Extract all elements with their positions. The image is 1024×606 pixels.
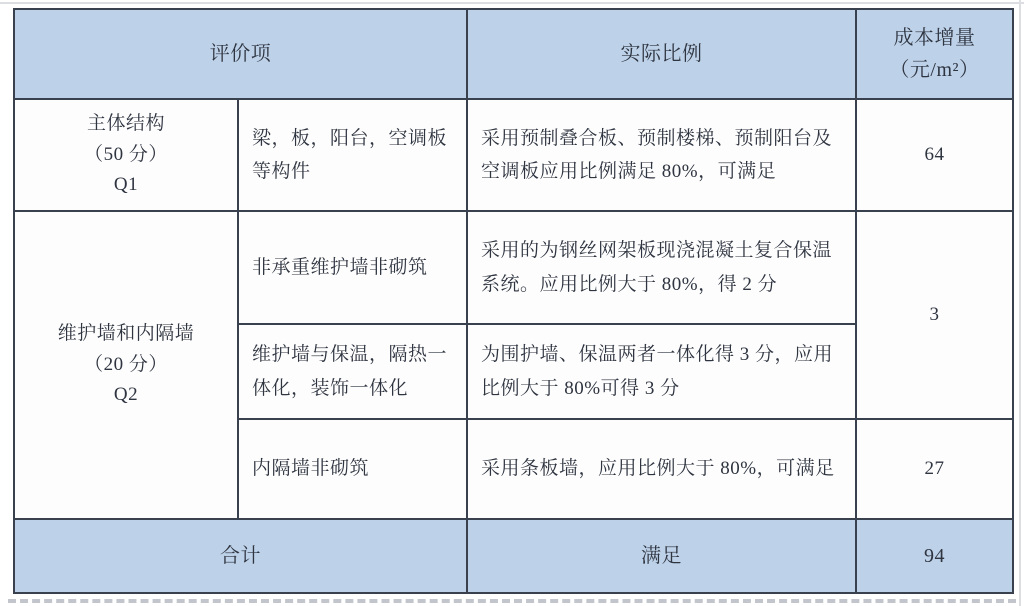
cost-enclosure-walls-value: 3 — [929, 303, 940, 325]
item-wall-insulation-integration — [239, 325, 468, 420]
cost-main-structure-value: 64 — [924, 143, 945, 165]
header-actual-ratio — [468, 10, 857, 100]
item-inner-partition-wall — [239, 420, 468, 520]
item-inner-partition-wall-text: 内隔墙非砌筑 — [252, 458, 370, 480]
item-nonbearing-wall — [239, 212, 468, 325]
cost-main-structure — [857, 100, 1012, 212]
header-cost-increment — [857, 10, 1012, 100]
item-beam-slab-balcony — [239, 100, 468, 212]
ratio-inner-partition-wall-text: 采用条板墙，应用比例大于 80%，可满足 — [481, 458, 835, 480]
footer-total-label-text: 合计 — [220, 545, 261, 567]
category-enclosure-walls-name: 维护墙和内隔墙 — [57, 323, 195, 345]
category-enclosure-walls-score: （20 分） — [84, 353, 168, 375]
footer-total-cost-value: 94 — [924, 545, 945, 567]
category-enclosure-walls — [15, 212, 239, 520]
footer-total-label — [15, 520, 468, 592]
ratio-wall-insulation-integration-text: 为围护墙、保温两者一体化得 3 分，应用比例大于 80%可得 3 分 — [481, 344, 834, 399]
cost-enclosure-walls — [857, 212, 1012, 420]
header-cost-increment-label: 成本增量 — [893, 27, 976, 49]
footer-result — [468, 520, 857, 592]
ratio-nonbearing-wall — [468, 212, 857, 325]
ratio-main-structure — [468, 100, 857, 212]
cost-inner-partition-wall-value: 27 — [924, 457, 945, 479]
footer-result-text: 满足 — [641, 545, 682, 567]
item-wall-insulation-integration-text: 维护墙与保温，隔热一体化，装饰一体化 — [252, 344, 448, 399]
footer-total-cost — [857, 520, 1012, 592]
header-cost-increment-unit: （元/m²） — [889, 59, 980, 81]
category-main-structure — [15, 100, 239, 212]
ratio-wall-insulation-integration — [468, 325, 857, 420]
photo-top-edge — [0, 2, 1024, 4]
header-evaluation-item-label: 评价项 — [209, 43, 272, 65]
category-main-structure-code: Q1 — [113, 174, 139, 196]
category-enclosure-walls-code: Q2 — [113, 384, 139, 406]
item-beam-slab-balcony-text: 梁，板，阳台，空调板等构件 — [252, 127, 448, 182]
cost-increment-table — [13, 8, 1014, 594]
photo-right-edge — [1019, 0, 1021, 606]
ratio-inner-partition-wall — [468, 420, 857, 520]
header-actual-ratio-label: 实际比例 — [620, 43, 703, 65]
category-main-structure-name: 主体结构 — [86, 113, 165, 135]
header-evaluation-item — [15, 10, 468, 100]
category-main-structure-score: （50 分） — [84, 143, 168, 165]
ratio-nonbearing-wall-text: 采用的为钢丝网架板现浇混凝土复合保温系统。应用比例大于 80%，得 2 分 — [481, 240, 833, 295]
torn-edge-divider — [8, 599, 1016, 603]
ratio-main-structure-text: 采用预制叠合板、预制楼梯、预制阳台及空调板应用比例满足 80%，可满足 — [481, 127, 833, 182]
cost-inner-partition-wall — [857, 420, 1012, 520]
item-nonbearing-wall-text: 非承重维护墙非砌筑 — [252, 256, 428, 278]
